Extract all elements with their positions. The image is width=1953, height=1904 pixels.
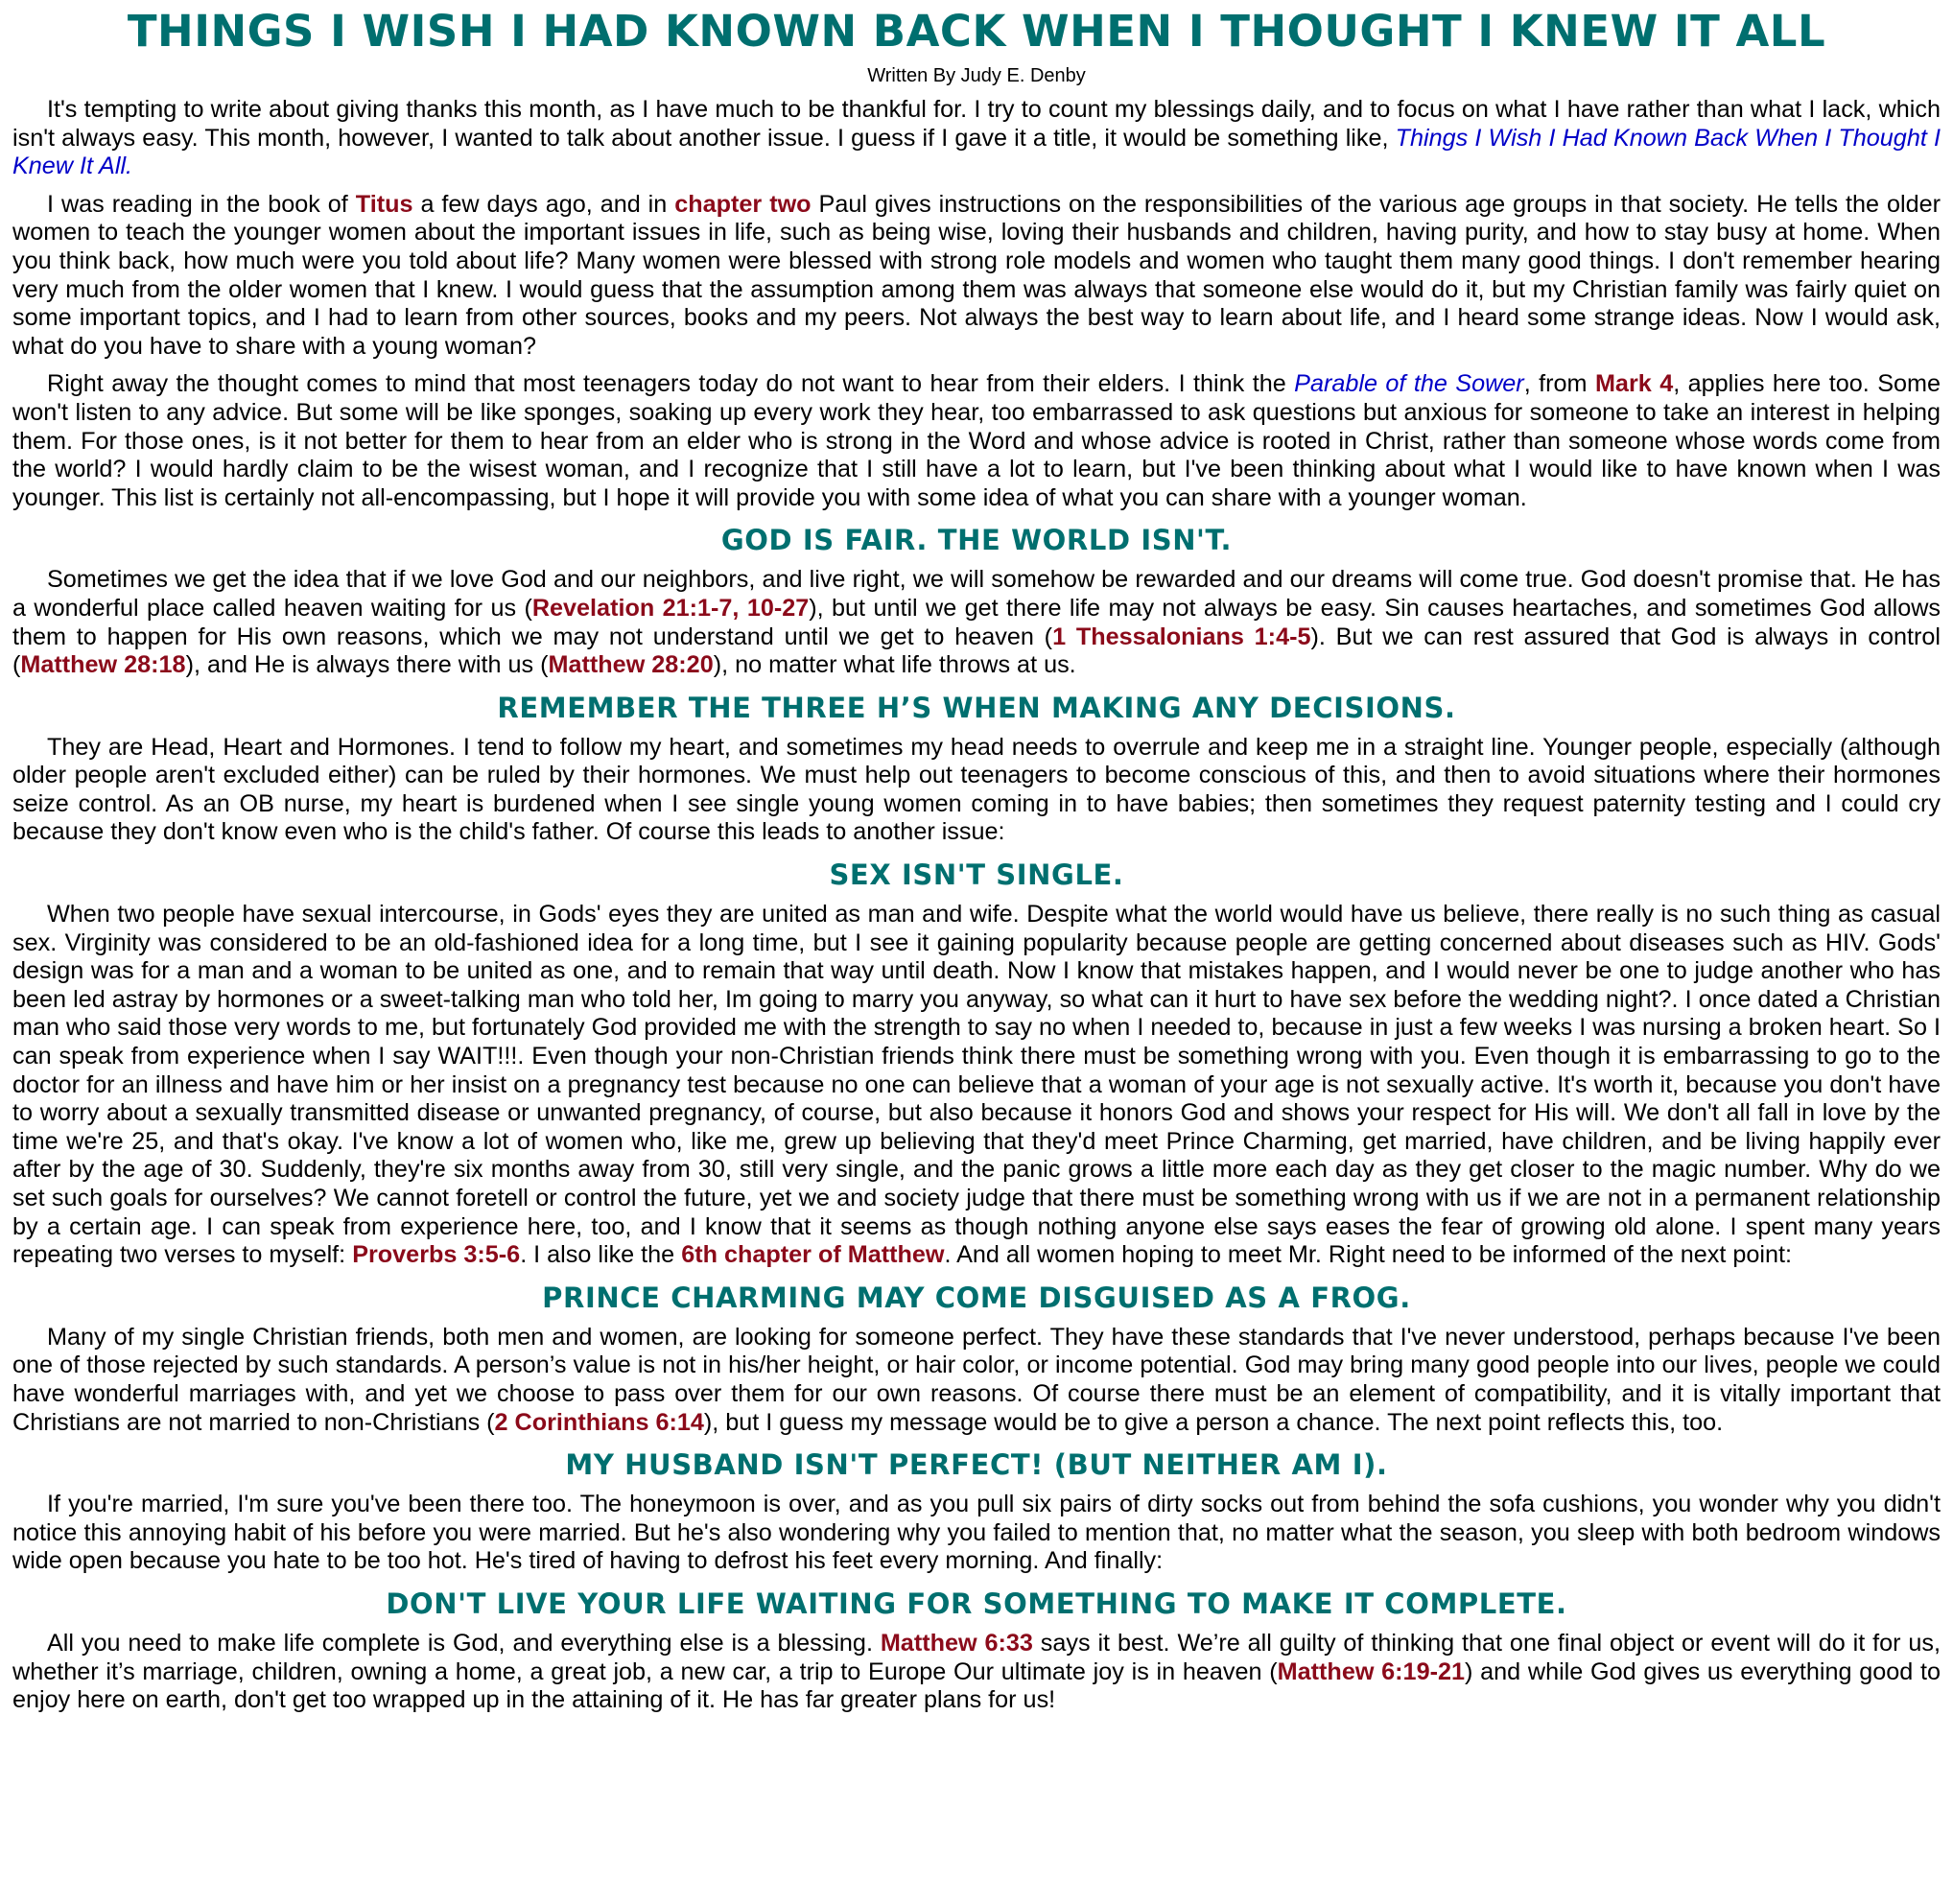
text: ), but until we get there life may not always be easy. Sin causes heartaches, and sometimes God allows them to happen for His own reasons, which we may not understand until we get to heaven ( (12, 594, 1941, 650)
paragraph-teenagers (12, 370, 1941, 512)
scripture-ref: chapter two (674, 190, 812, 218)
section-heading: SEX ISN'T SINGLE. (829, 858, 1124, 892)
paragraph-husband: If you're married, I'm sure you've been there too. The honeymoon is over, and as you pull six pairs of dirty socks out from behind the sofa cushions, you wonder why you didn't notice this annoying habit of his before you were married. But he's also wondering why you failed to mention that, no matter what the season, you sleep with both bedroom windows wide open because you hate to be too hot. He's tired of having to defrost his feet every morning. And finally: (12, 1491, 1941, 1575)
text: ). But we can rest assured that God is always in control ( (12, 623, 1941, 679)
text: Sometimes we get the idea that if we love God and our neighbors, and live right, we will somehow be rewarded and our dreams will come true. God doesn't promise that. He has a wonderful place called heaven waiting for us ( (12, 566, 1941, 622)
byline: Written By Judy E. Denby (867, 65, 1086, 86)
text: Paul gives instructions on the responsibilities of the various age groups in that society. He tells the older women to teach the younger women about the important issues in life, such as being wise, loving their husbands and children, having purity, and how to stay busy at home. When you think back, how much were you told about life? Many women were blessed with strong role models and women who taught them many good things. I don't remember hearing very much from the older women that I knew. I would guess that the assumption among them was always that someone else would do it, but my Christian family was fairly quiet on some important topics, and I had to learn from other sources, books and my peers. Not always the best way to learn about life, and I heard some strange ideas. Now I would ask, what do you have to share with a young woman? (12, 190, 1941, 360)
italic-title-reference: Things I Wish I Had Known Back When I Thought I Knew It All. (12, 124, 1941, 180)
scripture-ref: 6th chapter of Matthew (681, 1241, 945, 1269)
text: a few days ago, and in (412, 190, 675, 218)
scripture-ref: 2 Corinthians 6:14 (494, 1408, 704, 1436)
paragraph-three-hs: They are Head, Heart and Hormones. I tend to follow my heart, and sometimes my head needs to overrule and keep me in a straight line. Younger people, especially (although older people aren't excluded either) can be ruled by their hormones. We must help out teenagers to become conscious of this, and then to avoid situations where their hormones seize control. As an OB nurse, my heart is burdened when I see single young women coming in to have babies; then sometimes they request paternity testing and I could cry because they don't know even who is the child's father. Of course this leads to another issue: (12, 733, 1941, 846)
text: I was reading in the book of (47, 190, 356, 218)
text: Right away the thought comes to mind that most teenagers today do not want to hear from their elders. I think the (47, 370, 1295, 398)
scripture-ref: Matthew 6:19-21 (1277, 1657, 1465, 1685)
section-heading: REMEMBER THE THREE H’S WHEN MAKING ANY DECISIONS. (497, 691, 1456, 724)
text: says it best. We’re all guilty of thinking that one final object or event will do it for us, whether it’s marriage, children, owning a home, a great job, a new car, a trip to Europe Our ultimate joy is in heaven ( (12, 1629, 1941, 1685)
section-heading: DON'T LIVE YOUR LIFE WAITING FOR SOMETHING TO MAKE IT COMPLETE. (386, 1587, 1567, 1620)
text: , from (1523, 370, 1595, 398)
scripture-ref: 1 Thessalonians 1:4-5 (1052, 623, 1311, 650)
paragraph-prince-charming (12, 1324, 1941, 1437)
article-title: THINGS I WISH I HAD KNOWN BACK WHEN I THOUGHT I KNEW IT ALL (127, 6, 1826, 57)
scripture-ref: Matthew 28:20 (548, 651, 714, 679)
text: ) and while God gives us everything good to enjoy here on earth, don't get too wrapped up in the attaining of it. He has far greater plans for us! (12, 1657, 1941, 1714)
scripture-ref: Matthew 6:33 (880, 1629, 1033, 1657)
text: . I also like the (520, 1241, 682, 1269)
text: When two people have sexual intercourse, in Gods' eyes they are united as man and wife. Despite what the world would have us believe, there really is no such thing as casual sex. Virginity was considered to be an old-fashioned idea for a long time, but I see it gaining popularity because people are getting concerned about diseases such as HIV. Gods' design was for a man and a woman to be united as one, and to remain that way until death. Now I know that mistakes happen, and I would never be one to judge another who has been led astray by hormones or a sweet-talking man who told her, Im going to marry you anyway, so what can it hurt to have sex before the wedding night?. I once dated a Christian man who said those very words to me, but fortunately God provided me with the strength to say no when I needed to, because in just a few weeks I was nursing a broken heart. So I can speak from experience when I say WAIT!!!. Even though your non-Christian friends think there must be something wrong with you. Even though it is embarrassing to go to the doctor for an illness and have him or her insist on a pregnancy test because no one can believe that a woman of your age is not sexually active. It's worth it, because you don't have to worry about a sexually transmitted disease or unwanted pregnancy, of course, but also because it honors God and shows your respect for His will. We don't all fall in love by the time we're 25, and that's okay. I've know a lot of women who, like me, grew up believing that they'd meet Prince Charming, get married, have children, and be living happily ever after by the age of 30. Suddenly, they're six months away from 30, still very single, and the panic grows a little more each day as they get closer to the magic number. Why do we set such goals for ourselves? We cannot foretell or control the future, yet we and society judge that there must be something wrong with us if we are not in a permanent relationship by a certain age. I can speak from experience here, too, and I know that it seems as though nothing anyone else says eases the fear of growing old alone. I spent many years repeating two verses to myself: (12, 901, 1941, 1269)
text: ), no matter what life throws at us. (713, 651, 1076, 679)
scripture-ref: Mark 4 (1594, 370, 1674, 398)
text: All you need to make life complete is God, and everything else is a blessing. (47, 1629, 881, 1657)
scripture-ref: Titus (355, 190, 413, 218)
section-heading: MY HUSBAND ISN'T PERFECT! (BUT NEITHER AM I). (565, 1448, 1388, 1482)
section-heading: GOD IS FAIR. THE WORLD ISN'T. (720, 524, 1233, 557)
paragraph-sex-isnt-single (12, 901, 1941, 1270)
scripture-ref: Proverbs 3:5-6 (352, 1241, 521, 1269)
text: . And all women hoping to meet Mr. Right need to be informed of the next point: (944, 1241, 1792, 1269)
section-heading: PRINCE CHARMING MAY COME DISGUISED AS A FROG. (542, 1281, 1411, 1314)
scripture-ref: Revelation 21:1-7, 10-27 (531, 594, 810, 622)
text: , applies here too. Some won't listen to any advice. But some will be like sponges, soaking up every work they hear, too embarrassed to ask questions but anxious for someone to take an interest in helping them. For those ones, is it not better for them to hear from an elder who is strong in the Word and whose advice is rooted in Christ, rather than someone whose words come from the world? I would hardly claim to be the wisest woman, and I recognize that I still have a lot to learn, but I've been thinking about what I would like to have known when I was younger. This list is certainly not all-encompassing, but I hope it will provide you with some idea of what you can share with a younger woman. (12, 370, 1941, 511)
scripture-ref: Matthew 28:18 (20, 651, 186, 679)
text: ), and He is always there with us ( (185, 651, 549, 679)
article (12, 0, 1941, 1715)
text: It's tempting to write about giving thanks this month, as I have much to be thankful for. I try to count my blessings daily, and to focus on what I have rather than what I lack, which isn't always easy. This month, however, I wanted to talk about another issue. I guess if I gave it a title, it would be something like, (12, 96, 1941, 152)
paragraph-titus (12, 191, 1941, 362)
text: ), but I guess my message would be to give a person a chance. The next point reflects this, too. (703, 1408, 1724, 1436)
paragraph-god-is-fair (12, 566, 1941, 679)
paragraph-intro (12, 96, 1941, 181)
italic-parable: Parable of the Sower (1294, 370, 1524, 398)
text: Many of my single Christian friends, both men and women, are looking for someone perfect. They have these standards that I've never understood, perhaps because I've been one of those rejected by such standards. A person’s value is not in his/her height, or hair color, or income potential. God may bring many good people into our lives, people we could have wonderful marriages with, and yet we choose to pass over them for our own reasons. Of course there must be an element of compatibility, and it is vitally important that Christians are not married to non-Christians ( (12, 1323, 1941, 1436)
paragraph-complete (12, 1630, 1941, 1715)
